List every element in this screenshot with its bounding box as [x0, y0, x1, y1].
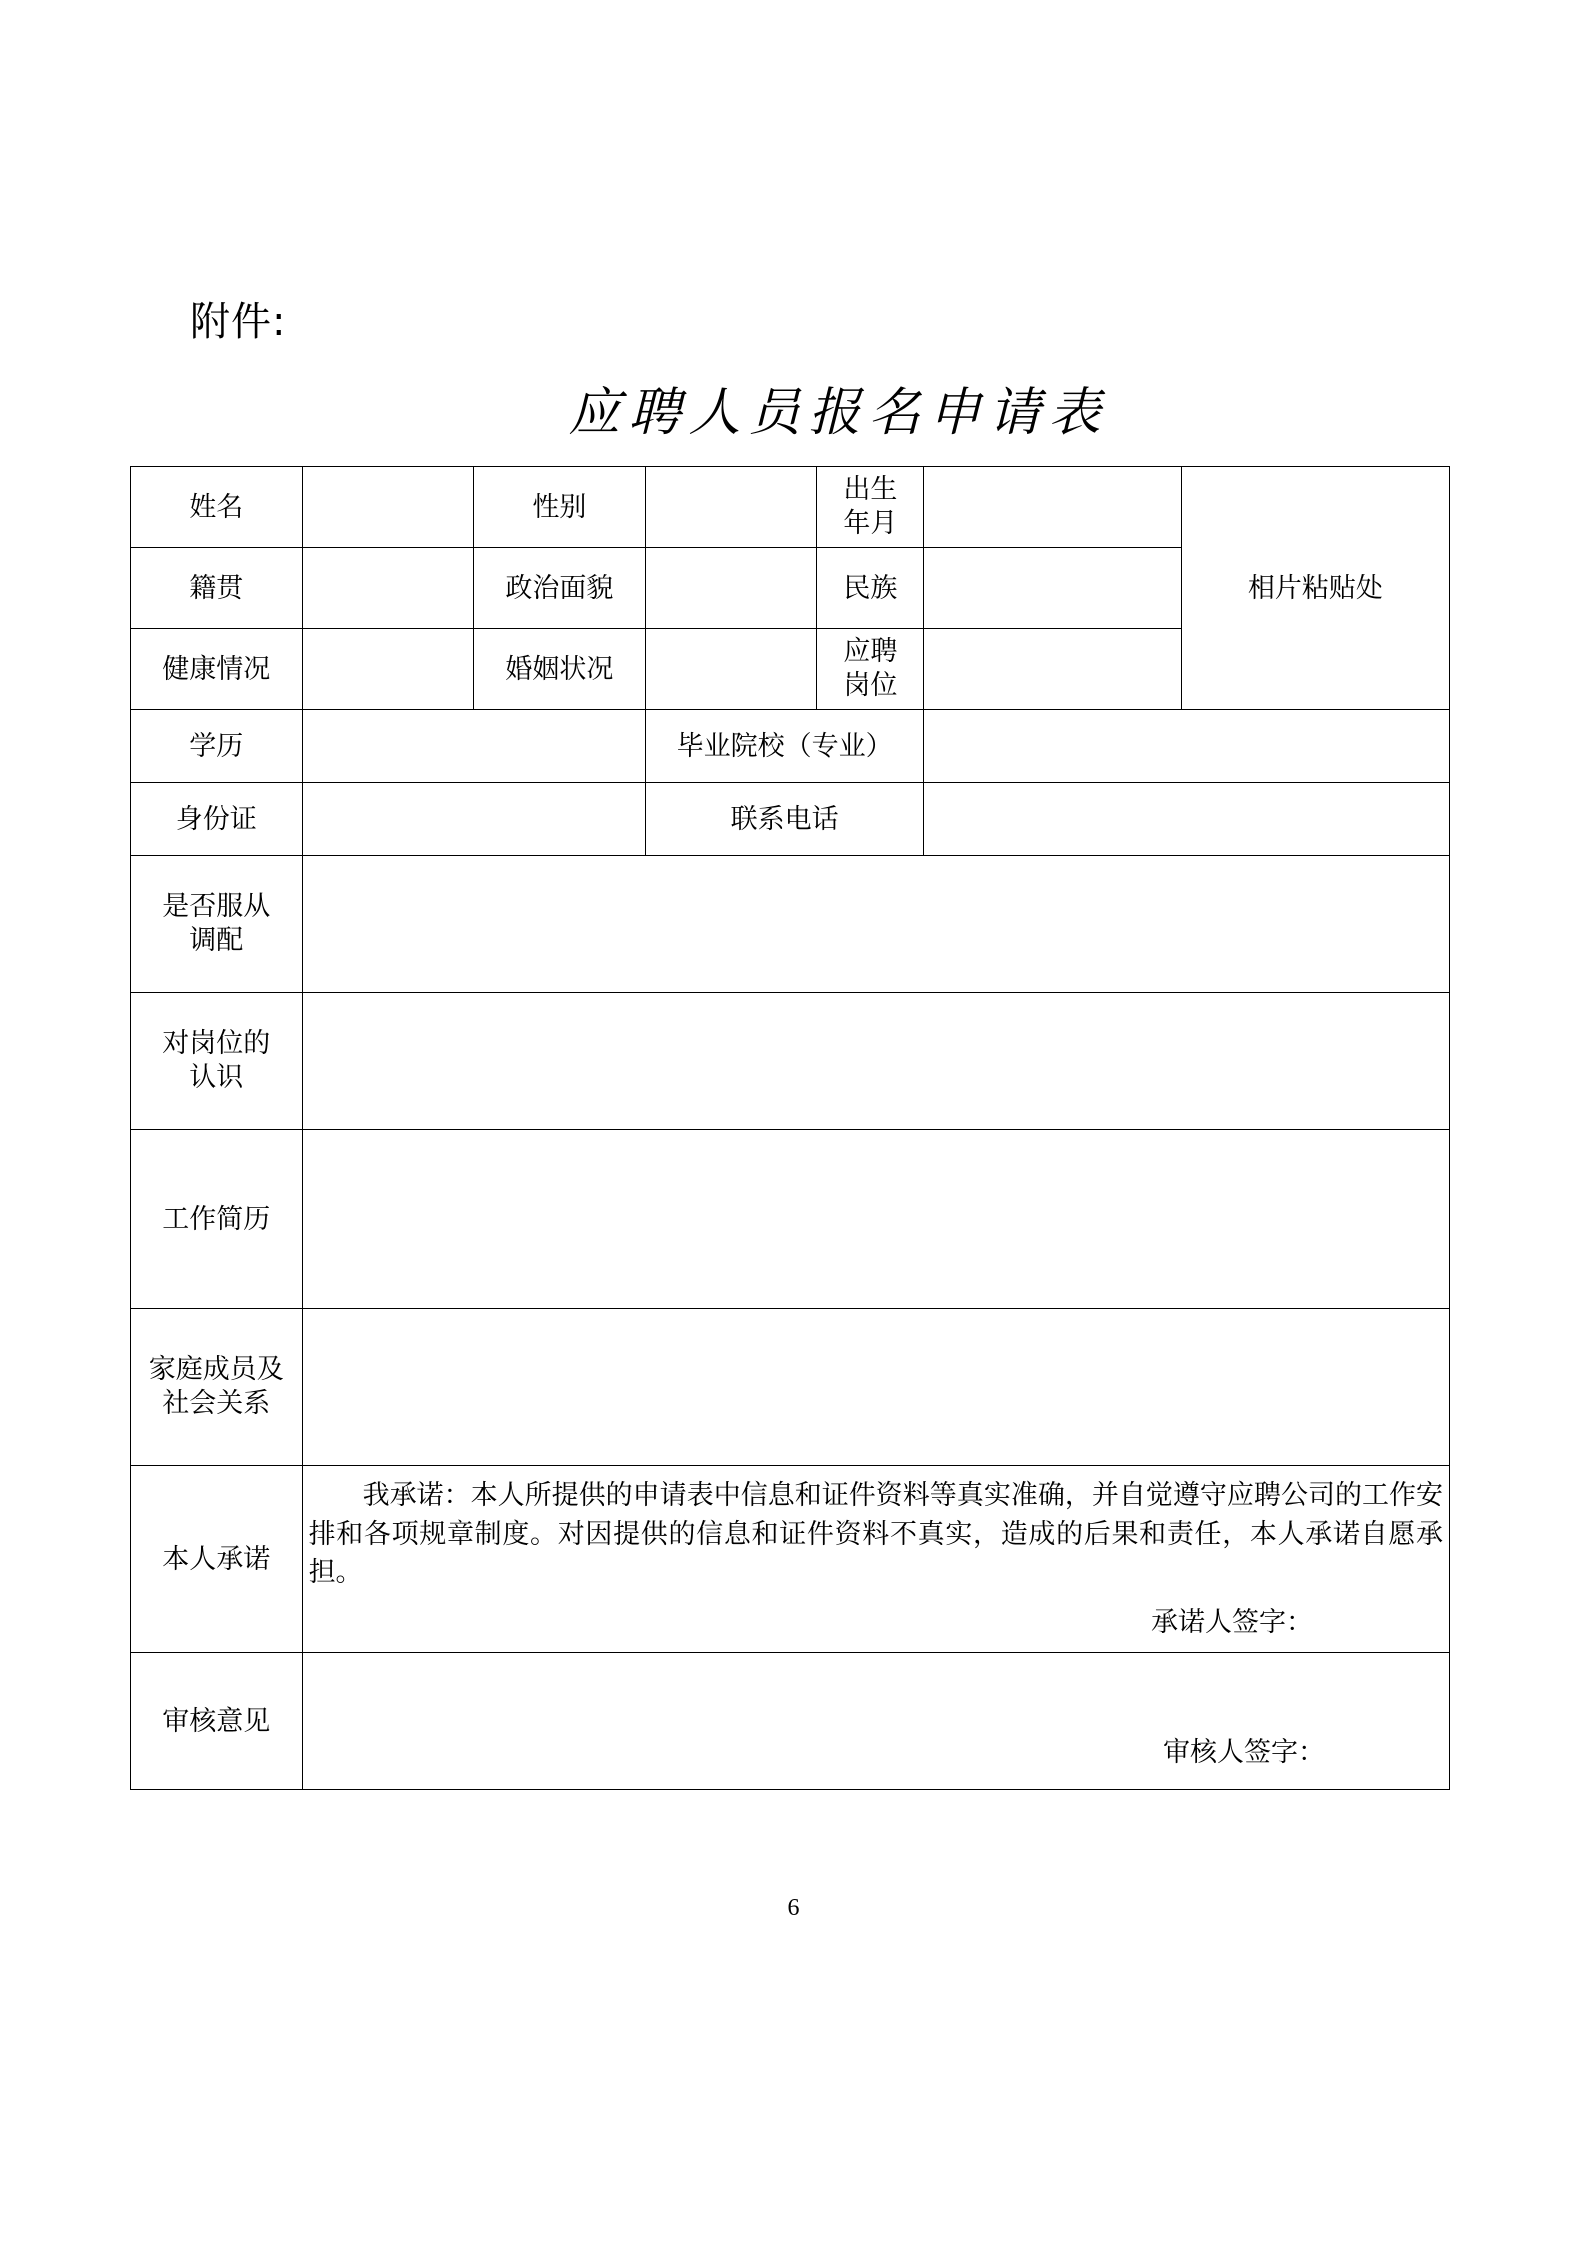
cell-label-birth-date	[817, 467, 924, 548]
cell-review-opinion-body[interactable]	[302, 1653, 1449, 1790]
table-row	[131, 1309, 1450, 1466]
cell-label-gender: 性别	[474, 467, 646, 548]
cell-label-political-status: 政治面貌	[474, 548, 646, 629]
cell-value-ethnicity[interactable]	[924, 548, 1181, 629]
reviewer-signature-label[interactable]: 审核人签字：	[1163, 1736, 1325, 1767]
applicant-signature-label[interactable]: 承诺人签字：	[1151, 1607, 1313, 1638]
cell-photo-area: 相片粘贴处	[1181, 467, 1449, 710]
application-form-table	[130, 466, 1450, 1790]
cell-value-native-place[interactable]	[302, 548, 474, 629]
obey-assignment-line-2: 调配	[189, 925, 244, 955]
obey-assignment-line-1: 是否服从	[162, 891, 271, 922]
applied-position-line-2: 岗位	[843, 670, 898, 700]
cell-label-obey-assignment	[131, 856, 303, 993]
family-relations-line-2: 社会关系	[162, 1388, 271, 1418]
cell-value-gender[interactable]	[645, 467, 817, 548]
commitment-paragraph: 我承诺：本人所提供的申请表中信息和证件资料等真实准确，并自觉遵守应聘公司的工作安排和各项规章制度。对因提供的信息和证件资料不真实，造成的后果和责任，本人承诺自愿承担。	[308, 1480, 1443, 1587]
table-row	[131, 993, 1450, 1130]
page-title: 应聘人员报名申请表	[568, 385, 1109, 442]
table-row	[131, 1130, 1450, 1309]
page-number: 6	[787, 1895, 800, 1921]
cell-value-graduated-school[interactable]	[924, 710, 1450, 783]
cell-value-family-relations[interactable]	[302, 1309, 1449, 1466]
cell-label-commitment: 本人承诺	[131, 1466, 303, 1653]
cell-value-name[interactable]	[302, 467, 474, 548]
family-relations-line-1: 家庭成员及	[148, 1354, 284, 1385]
birth-date-line-2: 年月	[843, 508, 898, 538]
cell-label-name: 姓名	[131, 467, 303, 548]
cell-value-work-experience[interactable]	[302, 1130, 1449, 1309]
cell-value-applied-position[interactable]	[924, 629, 1181, 710]
cell-label-work-experience: 工作简历	[131, 1130, 303, 1309]
table-row	[131, 783, 1450, 856]
cell-value-marital-status[interactable]	[645, 629, 817, 710]
table-row	[131, 710, 1450, 783]
cell-label-marital-status: 婚姻状况	[474, 629, 646, 710]
table-row	[131, 467, 1450, 548]
cell-value-phone[interactable]	[924, 783, 1450, 856]
cell-label-position-understanding	[131, 993, 303, 1130]
attachment-label: 附件:	[190, 299, 287, 345]
table-row	[131, 856, 1450, 993]
cell-label-id-number: 身份证	[131, 783, 303, 856]
cell-value-health[interactable]	[302, 629, 474, 710]
table-row	[131, 1653, 1450, 1790]
cell-value-id-number[interactable]	[302, 783, 645, 856]
cell-commitment-body	[302, 1466, 1449, 1653]
cell-label-ethnicity: 民族	[817, 548, 924, 629]
cell-label-family-relations	[131, 1309, 303, 1466]
applied-position-line-1: 应聘	[843, 636, 898, 667]
birth-date-line-1: 出生	[843, 474, 898, 505]
position-understanding-line-1: 对岗位的	[162, 1028, 271, 1059]
cell-value-political-status[interactable]	[645, 548, 817, 629]
position-understanding-line-2: 认识	[189, 1062, 244, 1092]
cell-value-obey-assignment[interactable]	[302, 856, 1449, 993]
cell-label-applied-position	[817, 629, 924, 710]
cell-value-birth-date[interactable]	[924, 467, 1181, 548]
cell-label-phone: 联系电话	[645, 783, 924, 856]
cell-label-education: 学历	[131, 710, 303, 783]
cell-label-review-opinion: 审核意见	[131, 1653, 303, 1790]
cell-value-position-understanding[interactable]	[302, 993, 1449, 1130]
cell-label-native-place: 籍贯	[131, 548, 303, 629]
table-row	[131, 1466, 1450, 1653]
cell-value-education[interactable]	[302, 710, 645, 783]
cell-label-health: 健康情况	[131, 629, 303, 710]
cell-label-graduated-school: 毕业院校（专业）	[645, 710, 924, 783]
